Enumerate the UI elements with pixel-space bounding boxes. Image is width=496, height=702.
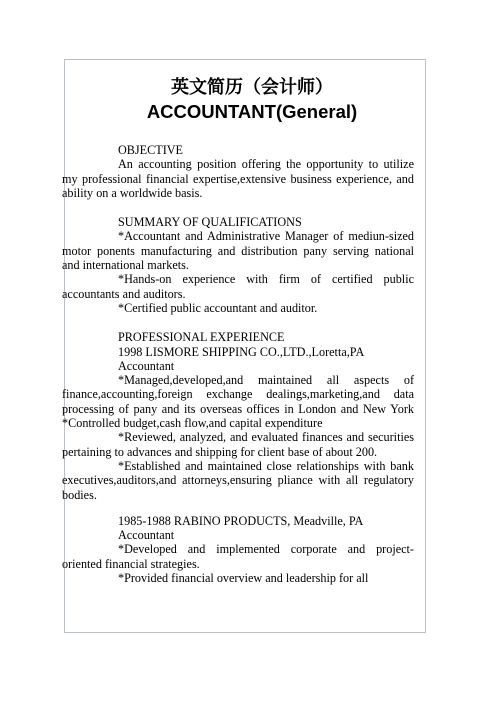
experience-section (62, 330, 414, 586)
job-duty: *Established and maintained close relationships with bank executives,auditors,and attorneys,ensuring pliance with all regulatory bodies. (62, 458, 414, 502)
objective-heading: OBJECTIVE (118, 143, 183, 157)
summary-item: *Hands-on experience with firm of certified public accountants and auditors. (62, 272, 414, 301)
document-title-chinese: 英文简历（会计师） (171, 77, 333, 98)
summary-heading: SUMMARY OF QUALIFICATIONS (118, 215, 302, 230)
job-employer: 1998 LISMORE SHIPPING CO.,LTD.,Loretta,PA (118, 344, 365, 359)
summary-section (62, 215, 414, 315)
job-duty: *Provided financial overview and leadership for all (118, 571, 369, 586)
objective-section (62, 143, 414, 200)
job-entry (62, 344, 414, 502)
job-entry (62, 513, 414, 586)
experience-heading: PROFESSIONAL EXPERIENCE (118, 330, 285, 345)
job-duty: *Developed and implemented corporate and project-oriented financial strategies. (62, 542, 414, 571)
summary-item: *Accountant and Administrative Manager of mediun-sized motor ponents manufacturing and distribution pany serving national and international markets. (62, 229, 414, 273)
document-title-english: ACCOUNTANT(General) (146, 101, 358, 122)
objective-text: An accounting position offering the opportunity to utilize my professional financial expertise,extensive business experience, and ability on a worldwide basis. (62, 157, 414, 200)
job-duty: *Reviewed, analyzed, and evaluated finances and securities pertaining to advances and shipping for client base of about 200. (62, 430, 414, 459)
job-role: Accountant (118, 358, 175, 373)
job-employer: 1985-1988 RABINO PRODUCTS, Meadville, PA (118, 513, 364, 528)
resume-body (62, 76, 414, 600)
job-duty: *Managed,developed,and maintained all aspects of finance,accounting,foreign exchange dealings,marketing,and data processing of pany and its overseas offices in London and New York *Controlled budget,cash flow,and capital expenditure (62, 373, 414, 431)
job-role: Accountant (118, 528, 175, 543)
summary-item: *Certified public accountant and auditor. (118, 300, 318, 315)
